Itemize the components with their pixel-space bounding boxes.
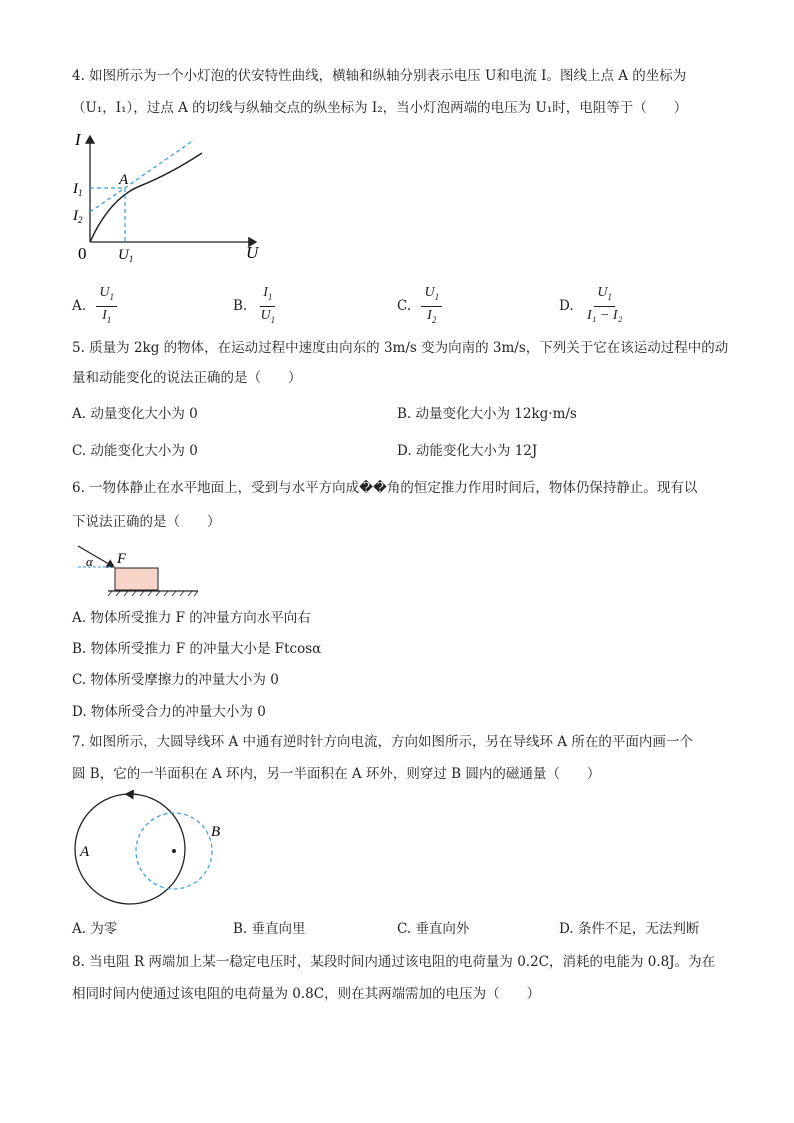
i2-label: $I_2$ [73, 208, 83, 225]
angle-label: α [86, 554, 93, 569]
q7-option-a[interactable]: A. 为零 [72, 921, 118, 937]
q4-option-d[interactable]: D. $\frac{U_1}{\text{I₁ − I₂}}$ [559, 284, 625, 329]
block [115, 568, 158, 590]
q7-option-c[interactable]: C. 垂直向外 [397, 921, 470, 937]
i1-label: $I_1$ [73, 181, 83, 198]
q8-stem-line-2: 相同时间内使通过该电阻的电荷量为 0.8C，则在其两端需加的电压为（ ） [72, 986, 541, 1002]
q4-stem-line-2: （U₁，I₁），过点 A 的切线与纵轴交点的纵坐标为 I₂，当小灯泡两端的电压为 U₁时，电阻等于（ ） [72, 100, 688, 116]
origin-label: 0 [78, 244, 87, 262]
force-label: F [117, 551, 127, 567]
loop-a [75, 794, 185, 904]
q4-option-a[interactable]: A. $\frac{U_1}{I_1}$ [72, 284, 117, 329]
fraction: $\frac{U_1}{I_1}$ [96, 284, 117, 329]
x-axis-label: U [246, 243, 259, 262]
q6-stem-line-1: 6. 一物体静止在水平地面上，受到与水平方向成��角的恒定推力作用时间后，物体仍保持静止。现有以 [72, 480, 698, 496]
q4-option-b[interactable]: B. $\frac{I_1}{U_1}$ [233, 284, 278, 329]
q5-option-c[interactable]: C. 动能变化大小为 0 [72, 443, 198, 459]
q8-stem-line-1: 8. 当电阻 R 两端加上某一稳定电压时，某段时间内通过该电阻的电荷量为 0.2C，消耗的电能为 0.8J。为在 [72, 954, 716, 970]
y-axis-label: I [75, 130, 81, 149]
force-arrow [78, 546, 114, 567]
q7-option-d[interactable]: D. 条件不足，无法判断 [559, 921, 700, 937]
label-a: A [80, 844, 90, 860]
q7-option-b[interactable]: B. 垂直向里 [233, 921, 306, 937]
tangent-line [90, 140, 194, 212]
iv-graph [70, 128, 270, 262]
q4-stem-line-1: 4. 如图所示为一个小灯泡的伏安特性曲线，横轴和纵轴分别表示电压 U和电流 I。图线上点 A 的坐标为 [72, 68, 687, 84]
u1-label: $U_1$ [118, 247, 134, 262]
q7-stem-line-2: 圆 B，它的一半面积在 A 环内，另一半面积在 A 环外，则穿过 B 圆内的磁通量（ ） [72, 766, 601, 782]
q6-option-a[interactable]: A. 物体所受推力 F 的冲量方向水平向右 [72, 610, 311, 626]
point-a-label: A [119, 172, 129, 188]
center-dot [172, 849, 176, 853]
q6-option-c[interactable]: C. 物体所受摩擦力的冲量大小为 0 [72, 672, 279, 688]
q4-option-c[interactable]: C. $\frac{U_1}{I_2}$ [397, 284, 442, 329]
q5-stem-line-1: 5. 质量为 2kg 的物体，在运动过程中速度由向东的 3m/s 变为向南的 3m/s，下列关于它在该运动过程中的动 [72, 340, 729, 356]
iv-curve [90, 153, 202, 242]
fraction: $\frac{U_1}{I_2}$ [421, 284, 442, 329]
push-block-figure [70, 540, 204, 600]
fraction: $\frac{I_1}{U_1}$ [260, 285, 276, 325]
label-b: B [211, 824, 221, 840]
loop-figure [70, 790, 230, 910]
ground-hatching [108, 591, 198, 596]
fraction: $\frac{U_1}{\text{I₁ − I₂}}$ [586, 285, 623, 323]
q6-stem-line-2: 下说法正确的是（ ） [72, 514, 221, 530]
q6-option-d[interactable]: D. 物体所受合力的冲量大小为 0 [72, 704, 266, 720]
q5-stem-line-2: 量和动能变化的说法正确的是（ ） [72, 370, 302, 386]
current-arrow [126, 794, 138, 795]
q7-stem-line-1: 7. 如图所示，大圆导线环 A 中通有逆时针方向电流，方向如图所示，另在导线环 A 所在的平面内画一个 [72, 734, 693, 750]
q5-option-a[interactable]: A. 动量变化大小为 0 [72, 406, 198, 422]
q5-option-d[interactable]: D. 动能变化大小为 12J [397, 443, 538, 459]
q6-option-b[interactable]: B. 物体所受推力 F 的冲量大小是 Ftcosα [72, 641, 322, 657]
q5-option-b[interactable]: B. 动量变化大小为 12kg·m/s [397, 406, 577, 422]
